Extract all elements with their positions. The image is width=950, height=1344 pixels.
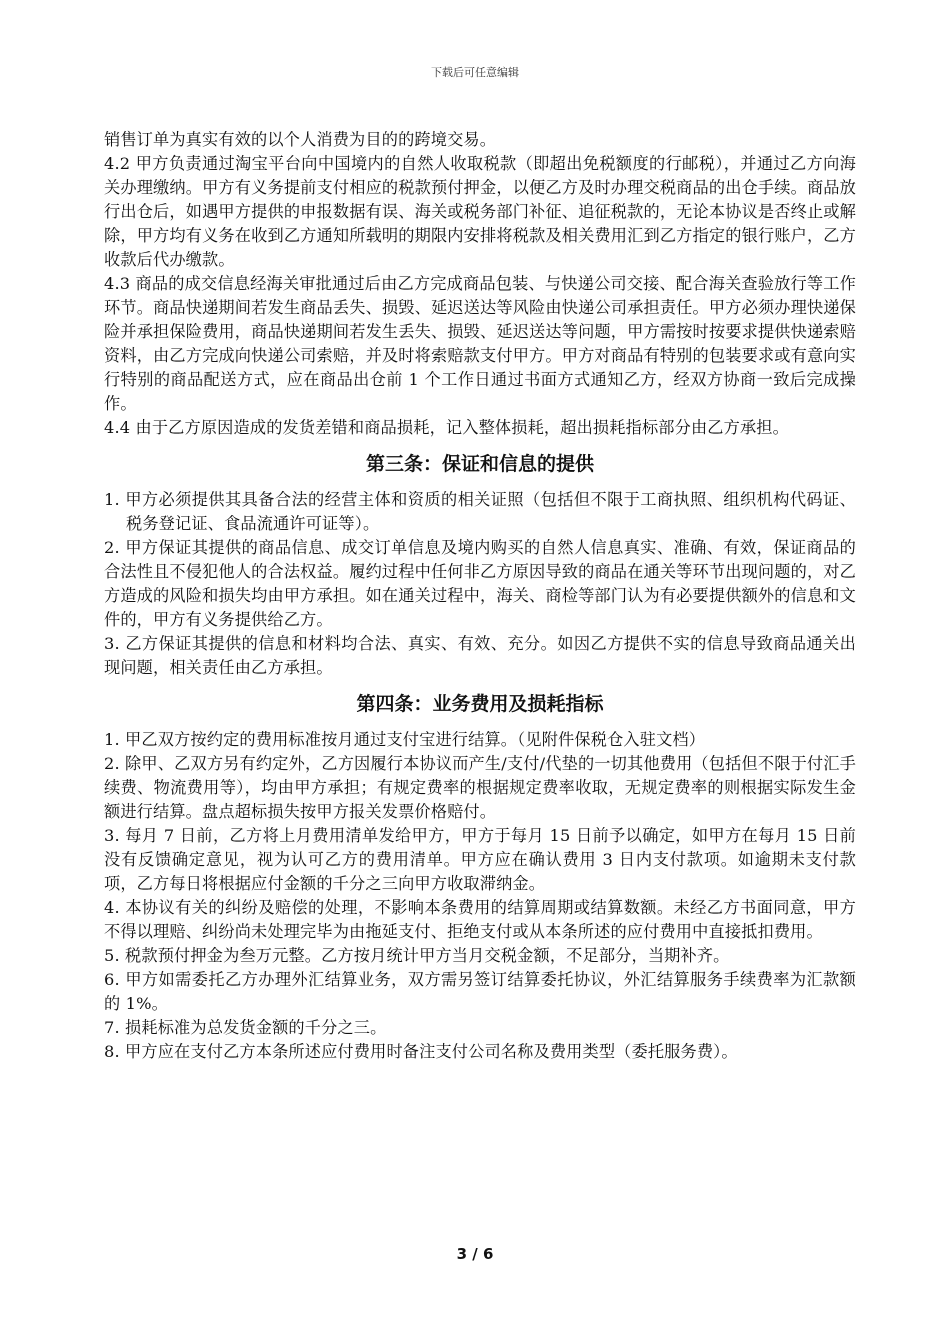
clause-4-3: 4.3 商品的成交信息经海关审批通过后由乙方完成商品包装、与快递公司交接、配合海关查验放行等工作环节。商品快递期间若发生商品丢失、损毁、延迟送达等风险由快递公司承担责任。甲方必须办理快递保险并承担保险费用，商品快递期间若发生丢失、损毁、延迟送达等问题，甲方需按时按要求提供快递索赔资料，由乙方完成向快递公司索赔，并及时将索赔款支付甲方。甲方对商品有特别的包装要求或有意向实行特别的商品配送方式，应在商品出仓前 1 个工作日通过书面方式通知乙方，经双方协商一致后完成操作。 [104, 274, 856, 413]
section-4-item-6: 6. 甲方如需委托乙方办理外汇结算业务，双方需另签订结算委托协议，外汇结算服务手续费率为汇款额的 1%。 [104, 970, 856, 1013]
section-4-item-5: 5. 税款预付押金为叁万元整。乙方按月统计甲方当月交税金额，不足部分，当期补齐。 [104, 946, 730, 965]
section-3-item-2: 2. 甲方保证其提供的商品信息、成交订单信息及境内购买的自然人信息真实、准确、有效，保证商品的合法性且不侵犯他人的合法权益。履约过程中任何非乙方原因导致的商品在通关等环节出现问题的，对乙方造成的风险和损失均由甲方承担。如在通关过程中，海关、商检等部门认为有必要提供额外的信息和文件的，甲方有义务提供给乙方。 [104, 538, 856, 629]
clause-4-2: 4.2 甲方负责通过淘宝平台向中国境内的自然人收取税款（即超出免税额度的行邮税），并通过乙方向海关办理缴纳。甲方有义务提前支付相应的税款预付押金，以便乙方及时办理交税商品的出仓手续。商品放行出仓后，如遇甲方提供的申报数据有误、海关或税务部门补征、追征税款的，无论本协议是否终止或解除，甲方均有义务在收到乙方通知所载明的期限内安排将税款及相关费用汇到乙方指定的银行账户，乙方收款后代办缴款。 [104, 154, 856, 269]
section-4-item-7: 7. 损耗标准为总发货金额的千分之三。 [104, 1018, 387, 1037]
section-4-item-3: 3. 每月 7 日前，乙方将上月费用清单发给甲方，甲方于每月 15 日前予以确定，如甲方在每月 15 日前没有反馈确定意见，视为认可乙方的费用清单。甲方应在确认费用 3 日内支付款项。如逾期未支付款项，乙方每日将根据应付金额的千分之三向甲方收取滞纳金。 [104, 826, 856, 893]
section-3-title: 第三条：保证和信息的提供 [365, 453, 594, 475]
section-4-item-2: 2. 除甲、乙双方另有约定外，乙方因履行本协议而产生/支付/代垫的一切其他费用（包括但不限于付汇手续费、物流费用等），均由甲方承担；有规定费率的根据规定费率收取，无规定费率的则根据实际发生金额进行结算。盘点超标损失按甲方报关发票价格赔付。 [104, 754, 856, 821]
section-4-item-8: 8. 甲方应在支付乙方本条所述应付费用时备注支付公司名称及费用类型（委托服务费）。 [104, 1042, 738, 1061]
document-body [104, 128, 856, 1064]
section-3-item-1: 1. 甲方必须提供其具备合法的经营主体和资质的相关证照（包括但不限于工商执照、组织机构代码证、税务登记证、食品流通许可证等）。 [104, 490, 856, 533]
section-4-item-1: 1. 甲乙双方按约定的费用标准按月通过支付宝进行结算。（见附件保税仓入驻文档） [104, 730, 706, 749]
clause-4-4: 4.4 由于乙方原因造成的发货差错和商品损耗，记入整体损耗，超出损耗指标部分由乙方承担。 [104, 418, 789, 437]
paragraph-continuation: 销售订单为真实有效的以个人消费为目的的跨境交易。 [104, 130, 497, 149]
section-4-item-4: 4. 本协议有关的纠纷及赔偿的处理，不影响本条费用的结算周期或结算数额。未经乙方书面同意，甲方不得以理赔、纠纷尚未处理完毕为由拖延支付、拒绝支付或从本条所述的应付费用中直接抵扣费用。 [104, 898, 856, 941]
section-3-item-3: 3. 乙方保证其提供的信息和材料均合法、真实、有效、充分。如因乙方提供不实的信息导致商品通关出现问题，相关责任由乙方承担。 [104, 634, 856, 677]
page-number: 3 / 6 [456, 1245, 494, 1263]
section-4-title: 第四条：业务费用及损耗指标 [356, 693, 604, 715]
header-note: 下载后可任意编辑 [431, 66, 519, 79]
